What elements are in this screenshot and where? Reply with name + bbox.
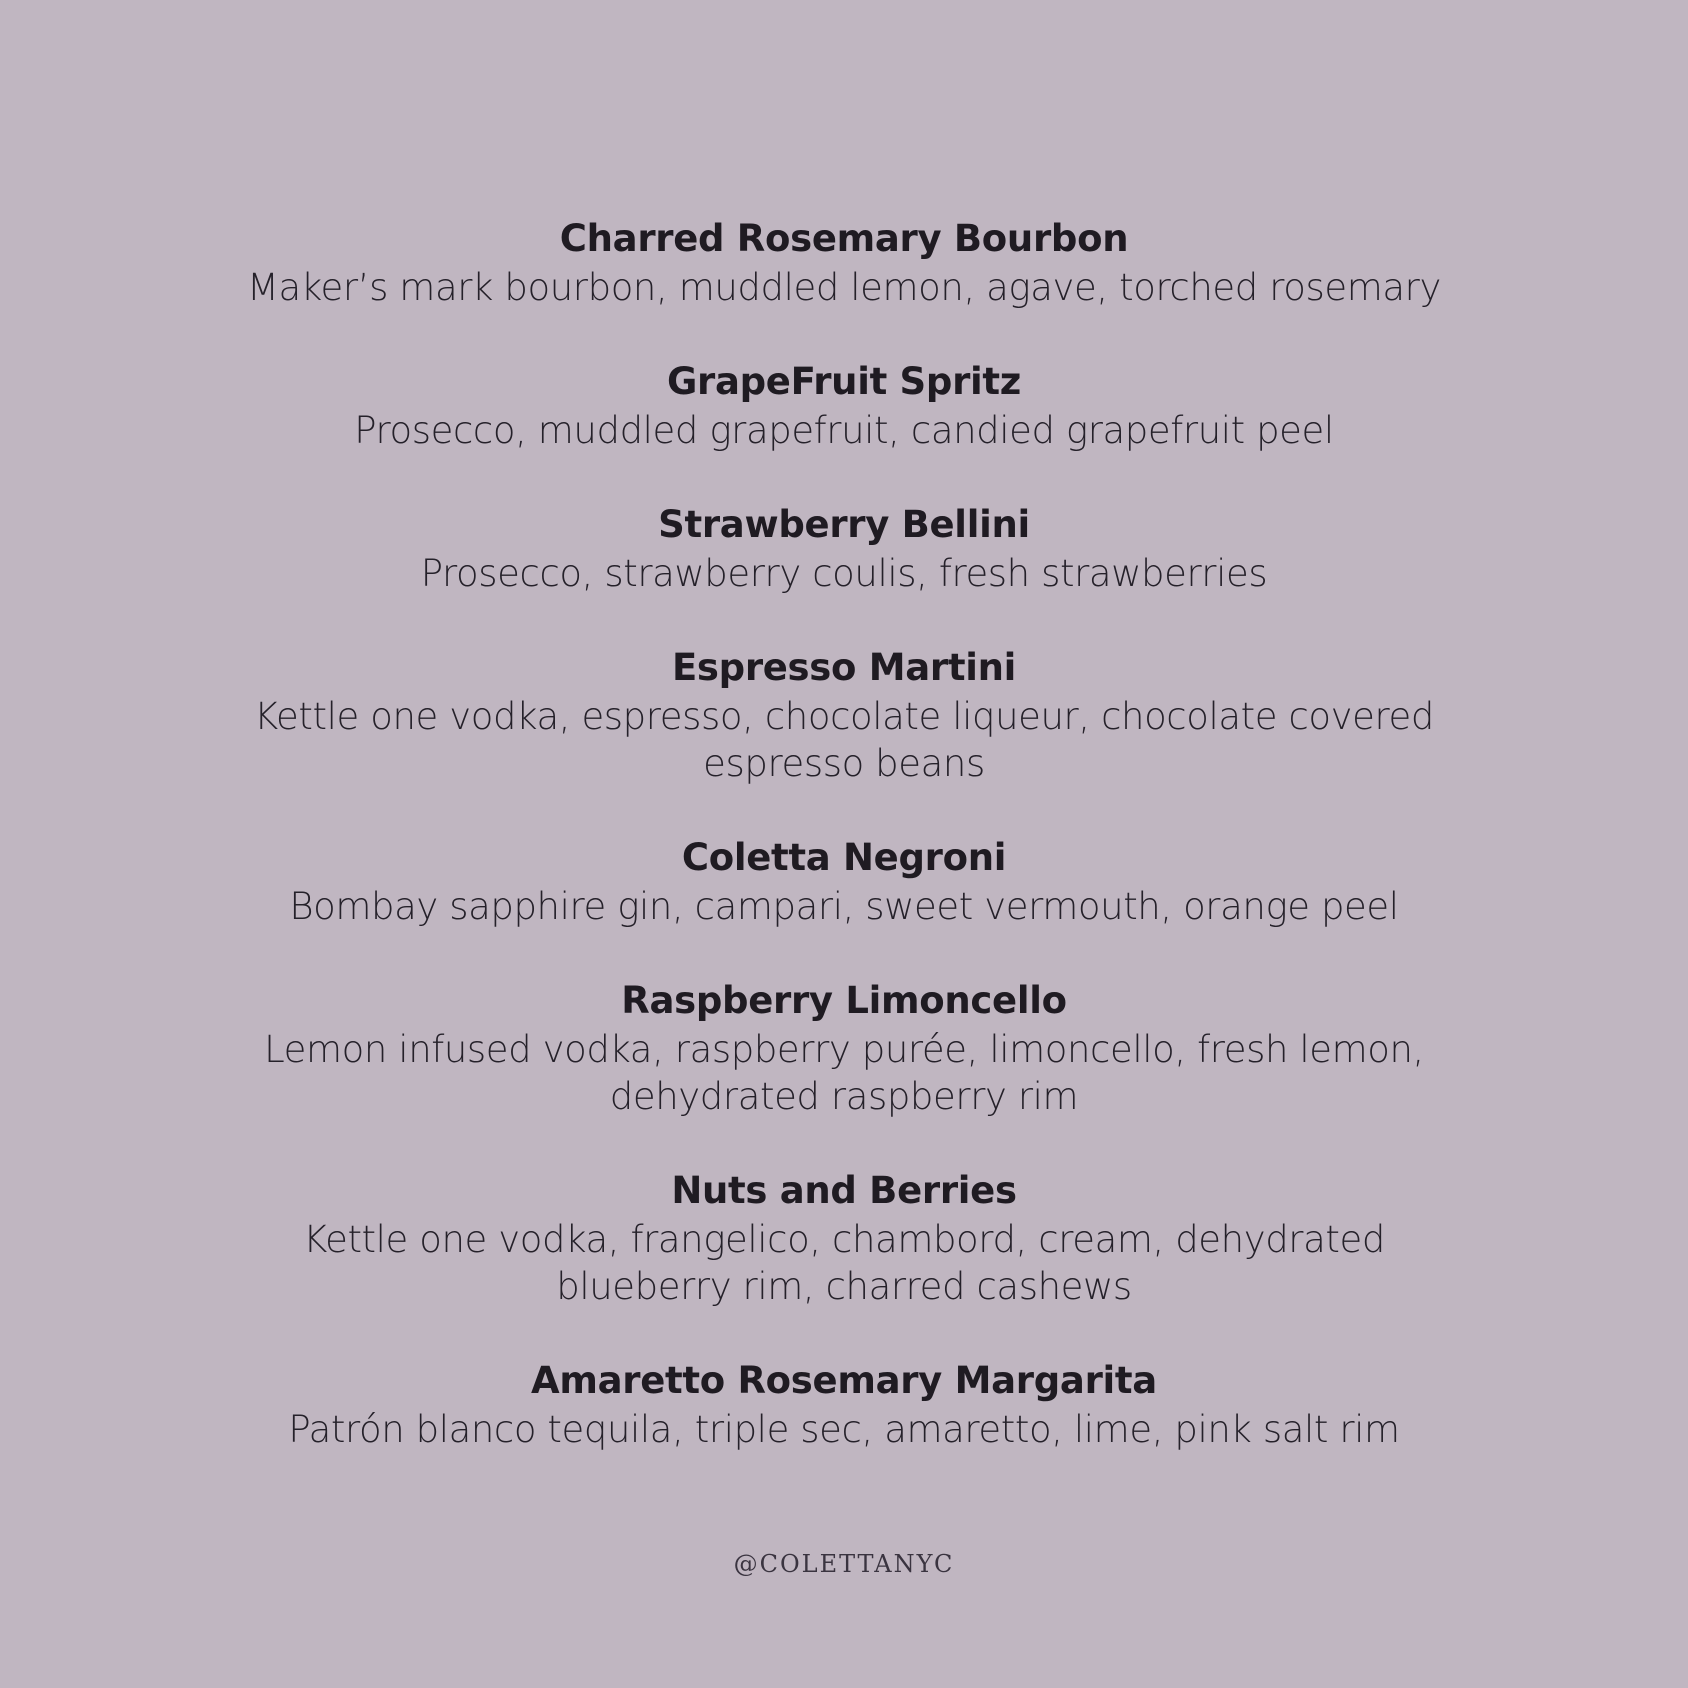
menu-item [0, 214, 1688, 311]
menu-item-description: Kettle one vodka, frangelico, chambord, cream, dehydrated blueberry rim, charred cashews [303, 1218, 1385, 1308]
menu-item-name: Strawberry Bellini [658, 503, 1030, 546]
menu-item [0, 643, 1688, 787]
menu-item-description: Maker’s mark bourbon, muddled lemon, agave, torched rosemary [247, 266, 1441, 309]
menu-item [0, 1356, 1688, 1453]
menu-item-name: Amaretto Rosemary Margarita [531, 1359, 1157, 1402]
menu-item-name: Raspberry Limoncello [621, 979, 1067, 1022]
menu-item-name: Espresso Martini [671, 646, 1017, 689]
menu-item-description: Prosecco, strawberry coulis, fresh strawberries [420, 552, 1268, 595]
menu-item-description: Kettle one vodka, espresso, chocolate liqueur, chocolate covered espresso beans [254, 695, 1434, 785]
menu-item-name: GrapeFruit Spritz [666, 360, 1022, 403]
menu-item-description: Prosecco, muddled grapefruit, candied grapefruit peel [354, 409, 1334, 452]
menu-item-name: Coletta Negroni [681, 836, 1007, 879]
menu-item-description: Patrón blanco tequila, triple sec, amaretto, lime, pink salt rim [288, 1408, 1400, 1451]
menu-item [0, 1166, 1688, 1310]
menu-item [0, 976, 1688, 1120]
cocktail-menu [0, 214, 1688, 1499]
menu-item [0, 500, 1688, 597]
menu-item-description: Lemon infused vodka, raspberry purée, limoncello, fresh lemon, dehydrated raspberry rim [264, 1028, 1424, 1118]
menu-item-name: Nuts and Berries [671, 1169, 1017, 1212]
social-handle: @COLETTANYC [733, 1550, 955, 1578]
menu-item-description: Bombay sapphire gin, campari, sweet vermouth, orange peel [289, 885, 1399, 928]
menu-item [0, 357, 1688, 454]
menu-item [0, 833, 1688, 930]
menu-item-name: Charred Rosemary Bourbon [559, 217, 1129, 260]
